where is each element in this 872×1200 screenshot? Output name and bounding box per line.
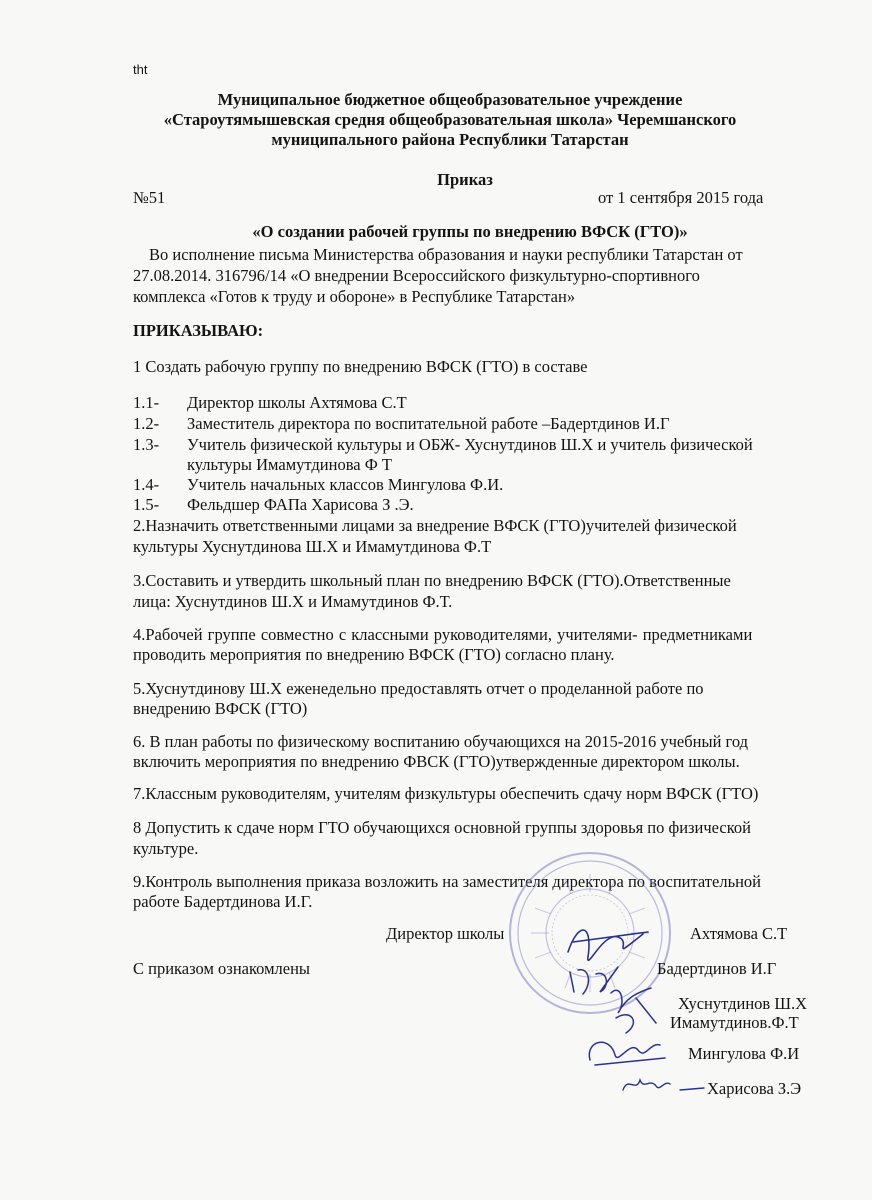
member-num: 1.5- [133,495,160,514]
header-line-2: «Староутямышевская средня общеобразовательная школа» Черемшанского [163,110,737,129]
member-num: 1.1- [133,393,160,412]
item-2-line-1: 2.Назначить ответственными лицами за внедрение ВФСК (ГТО)учителей физической [133,516,737,535]
preamble-line-3: комплекса «Готов к труду и обороне» в Республике Татарстан» [133,287,576,306]
member-text-continued: культуры Имамутдинова Ф Т [187,455,392,474]
item-9-line-2: работе Бадертдинова И.Г. [133,892,313,911]
preamble-line-2: 27.08.2014. 316796/14 «О внедрении Всероссийского физкультурно-спортивного [133,266,700,285]
item-4-line-2: проводить мероприятия по внедрению ВФСК (ГТО) согласно плану. [133,645,615,664]
director-name: Ахтямова С.Т [690,924,788,943]
member-text: Директор школы Ахтямова С.Т [187,393,407,412]
signature-kharisova [618,1068,708,1098]
member-text: Учитель начальных классов Мингулова Ф.И. [187,475,504,494]
order-subject: «О создании рабочей группы по внедрению ВФСК (ГТО)» [252,222,688,241]
signatory-name: Хуснутдинов Ш.Х [678,994,808,1013]
signatory-name: Имамутдинов.Ф.Т [670,1013,799,1032]
member-num: 1.3- [133,435,160,454]
header-line-1: Муниципальное бюджетное общеобразовательное учреждение [217,90,683,109]
signatory-name: Бадертдинов И.Г [657,959,777,978]
item-6-line-1: 6. В план работы по физическому воспитанию обучающихся на 2015-2016 учебный год [133,732,749,751]
item-6-line-2: включить мероприятия по внедрению ФВСК (ГТО)утвержденные директором школы. [133,752,740,771]
item-9-line-1: 9.Контроль выполнения приказа возложить на заместителя директора по воспитательной [133,872,762,891]
order-word: ПРИКАЗЫВАЮ: [133,321,264,340]
item-7: 7.Классным руководителям, учителям физкультуры обеспечить сдачу норм ВФСК (ГТО) [133,784,759,803]
acquainted-label: С приказом ознакомлены [133,959,311,978]
order-title: Приказ [437,170,493,189]
member-num: 1.4- [133,475,160,494]
signatory-name: Харисова З.Э [707,1079,802,1098]
preamble-line-1: Во исполнение письма Министерства образования и науки республики Татарстан от [149,245,743,264]
item-2-line-2: культуры Хуснутдинова Ш.Х и Имамутдинова Ф.Т [133,537,492,556]
director-role: Директор школы [386,924,505,943]
order-date: от 1 сентября 2015 года [598,188,764,207]
item-3-line-2: лица: Хуснутдинов Ш.Х и Имамутдинов Ф.Т. [133,592,453,611]
corner-tag: tht [133,62,148,77]
item-4-line-1: 4.Рабочей группе совместно с классными руководителями, учителями- предметниками [133,625,753,644]
header-line-3: муниципального района Республики Татарстан [271,130,629,149]
member-text: Учитель физической культуры и ОБЖ- Хуснутдинов Ш.Х и учитель физической [187,435,753,454]
member-text: Фельдшер ФАПа Харисова З .Э. [187,495,414,514]
item-1: 1 Создать рабочую группу по внедрению ВФСК (ГТО) в составе [133,357,588,376]
signatory-name: Мингулова Ф.И [688,1044,800,1063]
item-3-line-1: 3.Составить и утвердить школьный план по внедрению ВФСК (ГТО).Ответственные [133,571,731,590]
member-text: Заместитель директора по воспитательной работе –Бадертдинов И.Г [187,414,670,433]
order-number: №51 [133,188,166,207]
item-8-line-1: 8 Допустить к сдаче норм ГТО обучающихся основной группы здоровья по физической [133,818,752,837]
member-num: 1.2- [133,414,160,433]
signature-khusnutdinov [596,978,676,1038]
item-5-line-1: 5.Хуснутдинову Ш.Х еженедельно предоставлять отчет о проделанной работе по [133,679,704,698]
item-5-line-2: внедрению ВФСК (ГТО) [133,699,308,718]
item-8-line-2: культуре. [133,839,199,858]
